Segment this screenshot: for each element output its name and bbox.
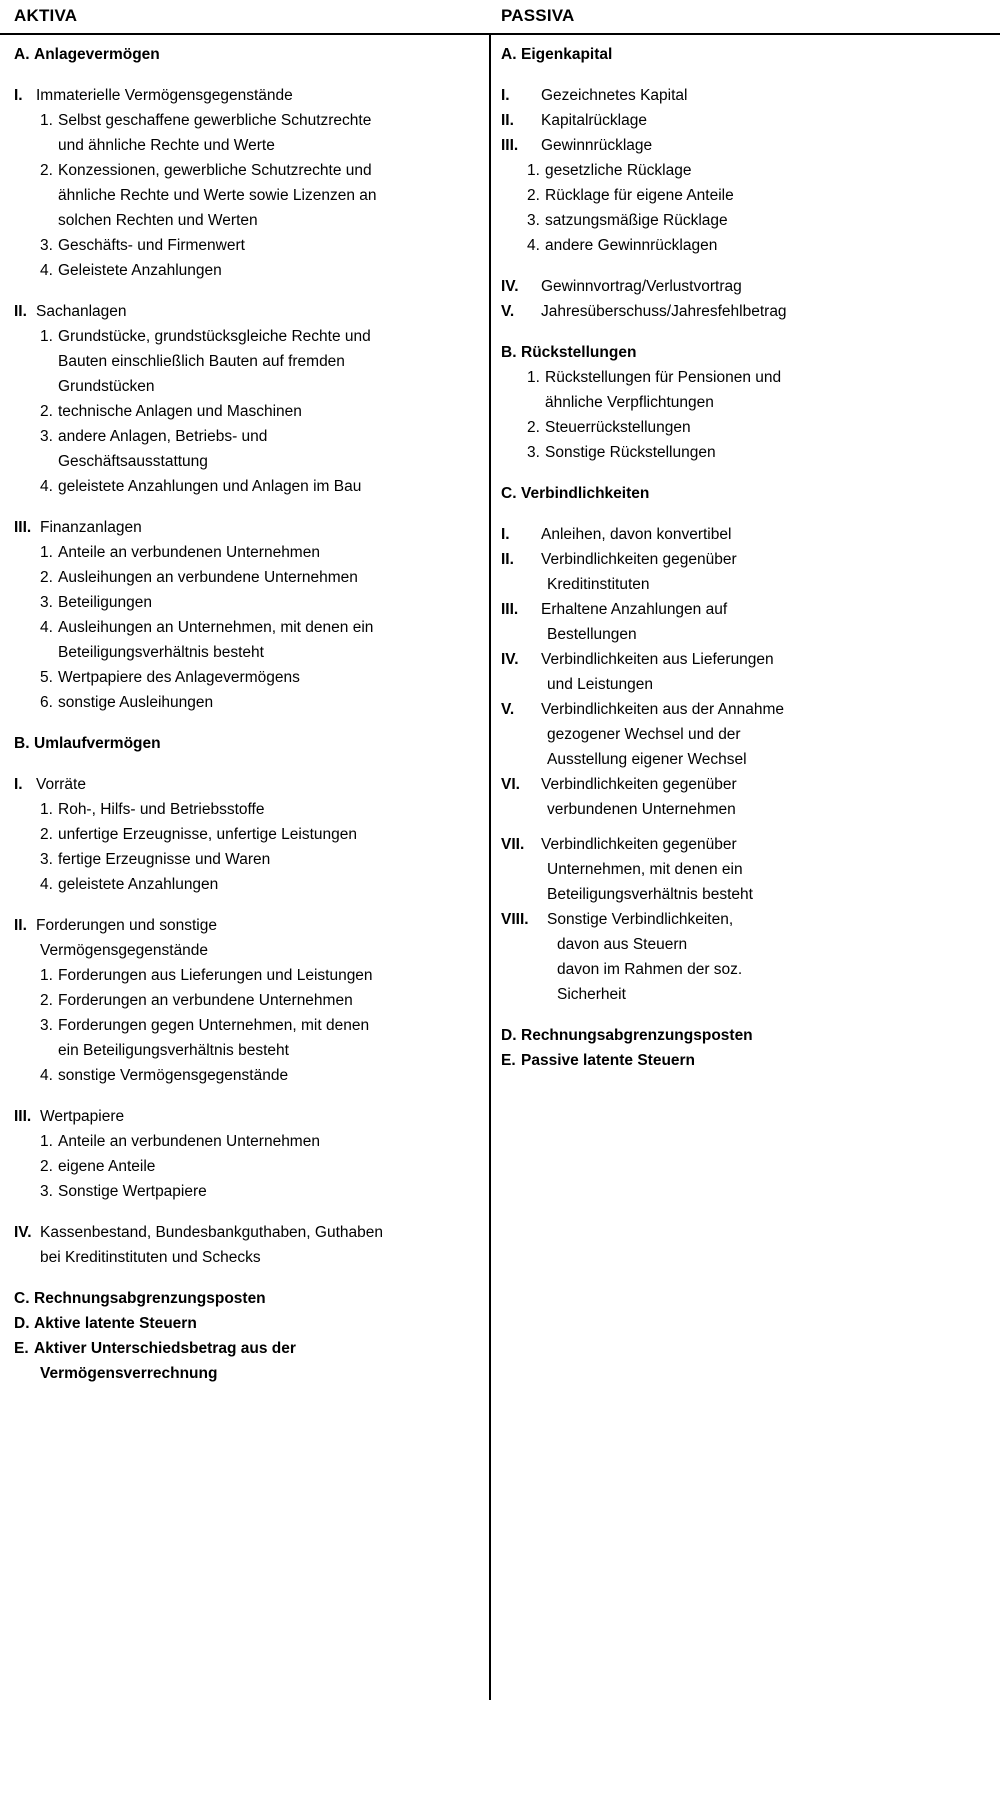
item-marker: 4.	[40, 1067, 53, 1084]
item-marker: II.	[501, 112, 514, 129]
item-label: geleistete Anzahlungen und Anlagen im Bau	[58, 478, 362, 495]
outline-item-roman	[14, 772, 483, 797]
spacer	[14, 715, 483, 731]
item-marker: V.	[501, 303, 515, 320]
item-marker: 4.	[527, 237, 540, 254]
outline-item-continuation: gezogener Wechsel und der	[547, 726, 741, 743]
item-label: Gezeichnetes Kapital	[541, 87, 688, 104]
outline-item-roman	[501, 597, 992, 622]
outline-item-number	[501, 233, 992, 258]
item-marker: IV.	[14, 1224, 32, 1241]
outline-item-number	[14, 963, 483, 988]
outline-item-number	[14, 615, 483, 640]
item-marker: 1.	[527, 162, 540, 179]
item-marker: 3.	[527, 444, 540, 461]
item-marker: III.	[501, 137, 519, 154]
column-header-passiva: PASSIVA	[501, 6, 575, 25]
item-label: Gewinnvortrag/Verlustvortrag	[541, 278, 742, 295]
outline-item-letter	[14, 1336, 483, 1361]
item-marker: 1.	[40, 1133, 53, 1150]
spacer	[14, 499, 483, 515]
outline-item-number	[14, 988, 483, 1013]
outline-item-letter	[501, 340, 992, 365]
aktiva-column	[0, 36, 489, 1386]
item-marker: V.	[501, 701, 515, 718]
item-marker: III.	[14, 519, 32, 536]
item-label: Roh-, Hilfs- und Betriebsstoffe	[58, 801, 265, 818]
item-marker: III.	[501, 601, 519, 618]
item-marker: 1.	[40, 112, 53, 129]
item-label: Verbindlichkeiten gegenüber	[541, 551, 737, 568]
item-marker: B.	[14, 735, 30, 752]
outline-item-number	[501, 365, 992, 390]
item-label: Rückstellungen	[521, 344, 637, 361]
item-marker: 1.	[527, 369, 540, 386]
item-label: fertige Erzeugnisse und Waren	[58, 851, 271, 868]
item-label: Aktive latente Steuern	[34, 1315, 197, 1332]
item-label: Grundstücke, grundstücksgleiche Rechte und	[58, 328, 371, 345]
outline-item-roman	[501, 133, 992, 158]
item-label: Kassenbestand, Bundesbankguthaben, Guthaben	[40, 1224, 383, 1241]
item-marker: II.	[14, 917, 27, 934]
item-marker: 4.	[40, 478, 53, 495]
outline-item-continuation: solchen Rechten und Werten	[58, 212, 258, 229]
item-label: Forderungen und sonstige	[36, 917, 217, 934]
item-marker: II.	[14, 303, 27, 320]
item-label: Immaterielle Vermögensgegenstände	[36, 87, 293, 104]
spacer	[14, 283, 483, 299]
item-marker: C.	[14, 1290, 30, 1307]
item-label: Verbindlichkeiten	[521, 485, 650, 502]
outline-item-roman	[501, 522, 992, 547]
outline-item-continuation: Geschäftsausstattung	[58, 453, 208, 470]
spacer	[501, 506, 992, 522]
item-marker: 4.	[40, 262, 53, 279]
item-label: gesetzliche Rücklage	[545, 162, 692, 179]
outline-item-continuation: ähnliche Rechte und Werte sowie Lizenzen an	[58, 187, 377, 204]
item-label: Verbindlichkeiten gegenüber	[541, 836, 737, 853]
outline-item-continuation: Beteiligungsverhältnis besteht	[547, 886, 753, 903]
item-label: Konzessionen, gewerbliche Schutzrechte und	[58, 162, 372, 179]
outline-item-roman	[14, 83, 483, 108]
item-marker: 1.	[40, 544, 53, 561]
item-label: Rechnungsabgrenzungsposten	[521, 1027, 753, 1044]
outline-item-number	[14, 424, 483, 449]
item-marker: D.	[14, 1315, 30, 1332]
item-label: Rückstellungen für Pensionen und	[545, 369, 782, 386]
item-label: Forderungen gegen Unternehmen, mit denen	[58, 1017, 370, 1034]
item-label: Rechnungsabgrenzungsposten	[34, 1290, 266, 1307]
column-headers	[0, 0, 1000, 34]
outline-item-number	[14, 324, 483, 349]
outline-item-letter	[14, 1311, 483, 1336]
outline-item-letter	[501, 1048, 992, 1073]
item-label: Wertpapiere des Anlagevermögens	[58, 669, 300, 686]
outline-item-continuation: verbundenen Unternehmen	[547, 801, 736, 818]
item-marker: 3.	[40, 594, 53, 611]
outline-item-number	[14, 1179, 483, 1204]
item-marker: A.	[14, 46, 30, 63]
item-label: unfertige Erzeugnisse, unfertige Leistungen	[58, 826, 358, 843]
outline-item-continuation: Kreditinstituten	[547, 576, 650, 593]
item-marker: VI.	[501, 776, 520, 793]
spacer	[14, 67, 483, 83]
outline-item-continuation: und ähnliche Rechte und Werte	[58, 137, 275, 154]
item-label: Steuerrückstellungen	[545, 419, 691, 436]
outline-item-number	[14, 565, 483, 590]
item-label: Sonstige Wertpapiere	[58, 1183, 207, 1200]
outline-item-roman	[14, 1104, 483, 1129]
item-marker: III.	[14, 1108, 32, 1125]
outline-item-number	[501, 415, 992, 440]
outline-item-number	[14, 665, 483, 690]
spacer	[501, 324, 992, 340]
item-marker: 3.	[40, 1017, 53, 1034]
outline-item-number	[14, 872, 483, 897]
item-marker: E.	[14, 1340, 29, 1357]
item-label: andere Gewinnrücklagen	[545, 237, 718, 254]
outline-item-continuation: Ausstellung eigener Wechsel	[547, 751, 747, 768]
spacer	[14, 1088, 483, 1104]
outline-item-continuation: und Leistungen	[547, 676, 654, 693]
item-marker: IV.	[501, 651, 519, 668]
outline-item-number	[501, 183, 992, 208]
item-label: Anleihen, davon konvertibel	[541, 526, 732, 543]
item-label: eigene Anteile	[58, 1158, 156, 1175]
outline-item-number	[14, 797, 483, 822]
item-marker: 1.	[40, 967, 53, 984]
spacer	[14, 1204, 483, 1220]
item-label: Anteile an verbundenen Unternehmen	[58, 1133, 320, 1150]
item-label: Verbindlichkeiten aus Lieferungen	[541, 651, 774, 668]
outline-item-continuation: Beteiligungsverhältnis besteht	[58, 644, 264, 661]
item-marker: I.	[501, 87, 510, 104]
item-marker: I.	[14, 87, 23, 104]
item-label: andere Anlagen, Betriebs- und	[58, 428, 268, 445]
item-label: Eigenkapital	[521, 46, 613, 63]
item-label: Kapitalrücklage	[541, 112, 647, 129]
outline-item-roman	[501, 772, 992, 797]
outline-item-letter	[14, 1286, 483, 1311]
outline-item-roman	[501, 832, 992, 857]
item-marker: I.	[14, 776, 23, 793]
outline-item-number	[501, 158, 992, 183]
outline-item-number	[14, 847, 483, 872]
item-label: geleistete Anzahlungen	[58, 876, 219, 893]
item-marker: 2.	[40, 403, 53, 420]
item-label: Passive latente Steuern	[521, 1052, 696, 1069]
outline-item-number	[14, 1013, 483, 1038]
item-marker: C.	[501, 485, 517, 502]
item-marker: 4.	[40, 876, 53, 893]
outline-item-number	[14, 1129, 483, 1154]
item-label: Verbindlichkeiten gegenüber	[541, 776, 737, 793]
item-marker: IV.	[501, 278, 519, 295]
item-label: Ausleihungen an verbundene Unternehmen	[58, 569, 358, 586]
item-label: Rücklage für eigene Anteile	[545, 187, 734, 204]
outline-item-roman	[501, 647, 992, 672]
outline-item-roman	[501, 547, 992, 572]
item-label: Verbindlichkeiten aus der Annahme	[541, 701, 784, 718]
outline-item-continuation: Bestellungen	[547, 626, 637, 643]
outline-item-number	[501, 440, 992, 465]
item-label: sonstige Vermögensgegenstände	[58, 1067, 289, 1084]
column-header-aktiva: AKTIVA	[14, 6, 78, 25]
item-label: Sonstige Verbindlichkeiten,	[547, 911, 734, 928]
item-marker: 2.	[527, 187, 540, 204]
spacer	[501, 1007, 992, 1023]
item-marker: 6.	[40, 694, 53, 711]
outline-item-roman	[14, 1220, 483, 1245]
outline-item-continuation: ähnliche Verpflichtungen	[545, 394, 714, 411]
outline-item-roman	[14, 299, 483, 324]
spacer	[501, 67, 992, 83]
item-marker: 1.	[40, 328, 53, 345]
outline-item-number	[14, 1154, 483, 1179]
item-marker: VIII.	[501, 911, 529, 928]
item-label: Forderungen aus Lieferungen und Leistungen	[58, 967, 373, 984]
item-marker: 2.	[40, 1158, 53, 1175]
spacer	[501, 465, 992, 481]
item-label: Forderungen an verbundene Unternehmen	[58, 992, 353, 1009]
outline-item-continuation: Grundstücken	[58, 378, 155, 395]
item-marker: II.	[501, 551, 514, 568]
header-rule	[0, 33, 1000, 35]
item-label: Anteile an verbundenen Unternehmen	[58, 544, 320, 561]
outline-item-number	[14, 399, 483, 424]
outline-item-continuation: ein Beteiligungsverhältnis besteht	[58, 1042, 289, 1059]
outline-item-number	[14, 822, 483, 847]
item-marker: 2.	[40, 569, 53, 586]
outline-item-roman	[14, 913, 483, 938]
item-marker: E.	[501, 1052, 516, 1069]
outline-item-roman	[501, 108, 992, 133]
outline-item-number	[14, 474, 483, 499]
spacer	[14, 897, 483, 913]
item-marker: 2.	[527, 419, 540, 436]
passiva-column	[491, 36, 1000, 1073]
spacer	[14, 756, 483, 772]
outline-item-continuation: Sicherheit	[557, 986, 626, 1003]
outline-item-number	[14, 233, 483, 258]
item-marker: 5.	[40, 669, 53, 686]
outline-item-continuation: davon aus Steuern	[557, 936, 688, 953]
item-label: Sachanlagen	[36, 303, 127, 320]
spacer	[501, 258, 992, 274]
outline-item-roman	[501, 299, 992, 324]
outline-item-roman	[501, 907, 992, 932]
item-label: Aktiver Unterschiedsbetrag aus der	[34, 1340, 296, 1357]
outline-item-number	[14, 1063, 483, 1088]
outline-item-continuation: Bauten einschließlich Bauten auf fremden	[58, 353, 345, 370]
outline-item-letter	[501, 481, 992, 506]
item-label: Gewinnrücklage	[541, 137, 653, 154]
item-label: Jahresüberschuss/Jahresfehlbetrag	[541, 303, 787, 320]
spacer	[14, 1270, 483, 1286]
item-marker: 4.	[40, 619, 53, 636]
outline-item-letter	[14, 731, 483, 756]
outline-item-number	[14, 108, 483, 133]
item-marker: VII.	[501, 836, 525, 853]
item-marker: 2.	[40, 992, 53, 1009]
item-label: Vorräte	[36, 776, 86, 793]
item-label: Ausleihungen an Unternehmen, mit denen ein	[58, 619, 374, 636]
outline-item-number	[14, 158, 483, 183]
outline-item-continuation: davon im Rahmen der soz.	[557, 961, 743, 978]
outline-item-roman	[14, 515, 483, 540]
item-label: Anlagevermögen	[34, 46, 160, 63]
outline-item-number	[14, 590, 483, 615]
outline-item-letter	[501, 1023, 992, 1048]
item-label: Erhaltene Anzahlungen auf	[541, 601, 728, 618]
outline-item-continuation: Vermögensverrechnung	[40, 1365, 218, 1382]
item-label: Sonstige Rückstellungen	[545, 444, 716, 461]
outline-item-roman	[501, 697, 992, 722]
spacer	[501, 822, 992, 832]
outline-item-number	[14, 540, 483, 565]
item-marker: 3.	[40, 428, 53, 445]
outline-item-continuation: Vermögensgegenstände	[40, 942, 209, 959]
item-label: Geleistete Anzahlungen	[58, 262, 222, 279]
item-label: Selbst geschaffene gewerbliche Schutzrechte	[58, 112, 372, 129]
item-marker: B.	[501, 344, 517, 361]
item-marker: D.	[501, 1027, 517, 1044]
outline-item-continuation: bei Kreditinstituten und Schecks	[40, 1249, 261, 1266]
outline-item-letter	[14, 42, 483, 67]
item-label: satzungsmäßige Rücklage	[545, 212, 728, 229]
outline-item-number	[14, 258, 483, 283]
item-marker: 3.	[40, 237, 53, 254]
item-marker: 2.	[40, 162, 53, 179]
item-label: Umlaufvermögen	[34, 735, 161, 752]
item-label: Beteiligungen	[58, 594, 152, 611]
item-marker: 2.	[40, 826, 53, 843]
item-label: Wertpapiere	[40, 1108, 125, 1125]
item-marker: I.	[501, 526, 510, 543]
item-marker: A.	[501, 46, 517, 63]
item-label: Geschäfts- und Firmenwert	[58, 237, 245, 254]
item-label: sonstige Ausleihungen	[58, 694, 214, 711]
outline-item-roman	[501, 83, 992, 108]
outline-item-continuation: Unternehmen, mit denen ein	[547, 861, 743, 878]
item-label: Finanzanlagen	[40, 519, 142, 536]
outline-item-number	[14, 690, 483, 715]
item-marker: 3.	[40, 851, 53, 868]
outline-item-letter	[501, 42, 992, 67]
item-marker: 3.	[527, 212, 540, 229]
outline-item-number	[501, 208, 992, 233]
item-marker: 1.	[40, 801, 53, 818]
item-marker: 3.	[40, 1183, 53, 1200]
item-label: technische Anlagen und Maschinen	[58, 403, 302, 420]
outline-item-roman	[501, 274, 992, 299]
